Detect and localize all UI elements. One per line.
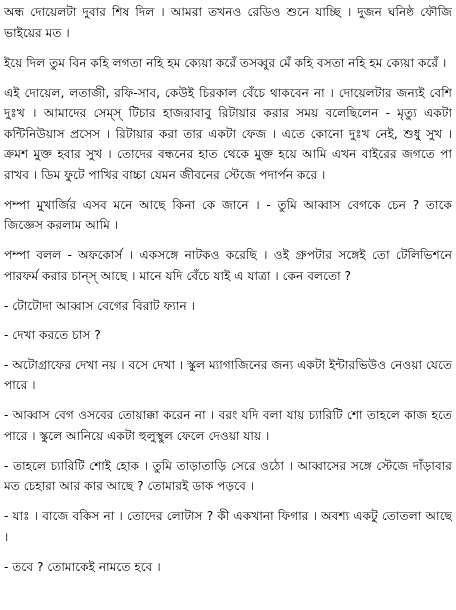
paragraph-5: পম্পা বলল - অফকোর্স । একসঙ্গে নাটকও করেছি । ওই গ্রুপটার সঙ্গেই তো টেলিভিশনে পারফর্ম করার চান্স্ আছে । মানে যদি বেঁচে যাই এ যাত্রা । কেন বলতো ? xyxy=(4,248,452,283)
paragraph-1: অন্ধ দোয়েলটা দুবার শিষ দিল । আমরা তখনও রেডিও শুনে যাচ্ছি । দুজন ঘনিষ্ঠ ফৌজি ভাইয়ের মত । xyxy=(4,5,452,40)
paragraph-3: এই দোয়েল, লতাজী, রফি-সাব, কেউই চিরকাল বেঁচে থাকবেন না । দোয়েলটার জন্যই বেশি দুঃখ । আমাদের সেম্স্ টিচার হাজরাবাবু রিটায়ার করার সময় বলেছিলেন - মৃত্যু একটা কন্টিনিউয়াস প্রসেস । রিটায়ার করা তার একটা ফেজ । এতে কোনো দুঃখ নেই, শুধু সুখ । ক্রমশ মুক্ত হবার সুখ । তোদের বন্ধনের হাত থেকে মুক্ত হয়ে আমি এখন বাইরের জগতে পা রাখব । ডিম ফুটে পাখির বাচ্চা যেমন জীবনের স্টেজে পদার্পন করে । xyxy=(4,85,452,182)
paragraph-10: - তাহলে চ্যারিটি শোই হোক । তুমি তাড়াতাড়ি সেরে ওঠো । আব্বাসের সঙ্গে স্টেজে দাঁড়াবার মত চেহারা আর কার আছে ? তোমারই ডাক পড়বে । xyxy=(4,458,452,493)
paragraph-7: - দেখা করতে চাস ? xyxy=(4,328,101,342)
paragraph-6: - টোটোদা আব্বাস বেগের বিরাট ফ্যান । xyxy=(4,298,195,313)
paragraph-9: - আব্বাস বেগ ওসবের তোয়াক্কা করেন না । বরং যদি বলা যায় চ্যারিটি শো তাহলে কাজ হতে পারে । স্কুলে আনিয়ে একটা হুলুস্থুল ফেলে দেওয়া যায় । xyxy=(4,408,452,443)
paragraph-12: - তবে ? তোমাকেই নামতে হবে । xyxy=(4,559,161,574)
paragraph-4: পম্পা মুখার্জির এসব মনে আছে কিনা কে জানে । - তুমি আব্বাস বেগকে চেন ? তাকে জিজ্ঞেস করলাম আমি । xyxy=(4,197,452,232)
paragraph-11: - যাঃ । বাজে বকিস না । তোদের লোটাস ? কী একখানা ফিগার । অবশ্য একটু তোতলা আছে । xyxy=(4,509,452,544)
paragraph-8: - অটোগ্রাফের দেখা নয় । বসে দেখা । স্কুল ম্যাগাজিনের জন্য একটা ইন্টারভিউও নেওয়া যেতে পারে । xyxy=(4,357,452,392)
paragraph-2: ইয়ে দিল তুম বিন কহি লগতা নহি হম ক্যেয়া করেঁ তসব্বুর মেঁ কহি বসতা নহি হম ক্যেয়া করেঁ । xyxy=(4,55,447,70)
